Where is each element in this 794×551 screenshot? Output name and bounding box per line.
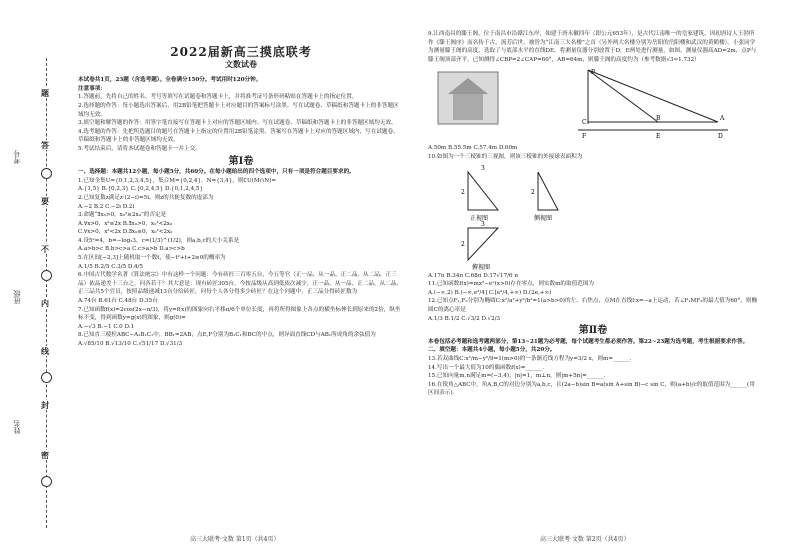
question-options: A.74台 B.61台 C.48台 D.35台	[78, 298, 158, 305]
seal-word: 不	[41, 244, 49, 254]
name-label: 姓名	[13, 420, 21, 434]
tower-figure	[428, 64, 758, 144]
tower-body	[453, 94, 483, 120]
seal-word: 要	[41, 196, 49, 206]
note-item: 3.填空题和解答题的作答：用签字笔直接写在答题卡上对应的答题区域内。写在试题卷、草稿纸和答题卡上的非答题区域均无效。	[78, 120, 397, 127]
seal-word: 线	[41, 346, 49, 356]
question: 3.命题“∃x₀>0，x₀²≥2x₀”的否定是	[78, 212, 167, 219]
seal-circle	[41, 270, 52, 281]
seal-word: 封	[41, 400, 49, 410]
dim-label: 2	[531, 188, 535, 196]
point-label: E	[656, 133, 661, 141]
question: 2.已知复数z满足z·(2−i)=5i，则z的共轭复数的虚部为	[78, 194, 214, 201]
view-label: 正视图	[470, 214, 489, 222]
footer-right: 高三大联考·文数 第2页（共4页）	[540, 536, 630, 543]
exam-title: 2022届新高三摸底联考	[170, 45, 312, 59]
question-options: A.(−∞,2) B.(−∞,e²/4] C.[e²/4,+∞) D.(2e,+∞)	[428, 289, 552, 296]
question: 15.已知向量m,n满足m=(−3,4)，|n|=1，m⊥n，则|m+5n|=______.	[428, 373, 606, 380]
question: 5.在区间[−2,3]上随机取一个数t，使−t²+t+2≥0的概率为	[78, 255, 226, 262]
note-item: 4.选考题的作答：先把所选题目的题号在答题卡上指定的位置用2B铅笔涂黑。答案写在答题卡上对应的答题区域内，写在试题卷、草稿纸和答题卡上的非答题区域均无效。	[78, 128, 399, 144]
exam-intro: 本试卷共1页，23题（含选考题）。全卷满分150分。考试用时120分钟。	[78, 77, 262, 84]
note-item: 2.选择题的作答：每小题选出答案后，用2B铅笔把答题卡上对应题目的答案标号涂黑。写在试题卷、草稿纸和答题卡上的非答题区域均无效。	[78, 102, 399, 118]
seal-circle	[41, 168, 52, 179]
side-view-shape	[538, 172, 558, 210]
view-label: 侧视图	[534, 214, 553, 222]
question: 1.已知全集U={0,1,2,3,4,5}，集合M={0,2,4}，N={3,4}，则∁U(M∩N)=	[78, 177, 277, 184]
question-options: A.{1,5} B.{0,2,3} C.{0,2,4,5} D.{0,1,2,4,5}	[78, 186, 204, 193]
class-label: 班级	[13, 290, 21, 304]
point-label: B	[656, 115, 661, 123]
dim-label: 2	[461, 188, 465, 196]
point-label: F	[582, 133, 587, 141]
point-label: P	[591, 69, 596, 77]
question-options: A.−√3 B.−1 C.0 D.1	[78, 323, 135, 330]
question: 12.已知点F₁,F₂分别为椭圆C:x²/a²+y²/b²=1(a>b>0)的左、右焦点，点M在直线l:x=−a上运动，若∠F₁MF₂的最大值为60°，则椭圆C的离心率是	[428, 298, 758, 313]
notes-heading: 注意事项：	[78, 85, 106, 92]
dim-label: 3	[481, 220, 485, 228]
question: 14.写出一个最大值为10的偶函数f(x)=______.	[428, 364, 544, 371]
top-view-shape	[468, 228, 498, 260]
question: 7.已知函数f(x)=2cos(2x−π/3)，将y=f(x)的图象向右平移π/6个单位长度，再将所得图象上各点的横坐标伸长到原来的2倍，纵坐标不变，得到函数y=g(x)的图象，则g(0)=	[78, 306, 401, 322]
left-column	[78, 30, 404, 349]
seal-circle	[41, 476, 52, 487]
view-label: 俯视图	[472, 263, 491, 271]
front-view-shape	[468, 172, 498, 210]
three-view-diagram	[428, 162, 758, 272]
question: 11.已知函数f(x)=mx²−eˣ(x>0)存在零点，则实数m的取值范围为	[428, 281, 594, 288]
question-options: C.∀x>0，x²<2x D.∃x₀≤0，x₀²<2x₀	[78, 229, 173, 236]
dim-label: 3	[481, 164, 485, 172]
exam-subtitle: 文数试卷	[225, 58, 257, 69]
line-pa	[588, 70, 718, 122]
seal-word: 题	[41, 88, 49, 98]
note-item: 5.考试结束后，请将本试题卷和答题卡一并上交。	[78, 145, 201, 152]
footer-left: 高三大联考·文数 第1页（共4页）	[190, 536, 280, 543]
volume-one-heading: 第Ⅰ卷	[228, 155, 254, 167]
question: 6.中国古代数学名著《算法统宗》中有这样一个问题：今有砖匠三百零五台，今五等官（正一品、从一品、正二品、从二品、正三品）依品递差十三台之，问各若干？其大意是：现有砖匠305台，今按品级从高到低依次减少，正一品、从一品、正二品、从二品、正三品共5个官员，按照品级递减13台分给砖匠，问每个人各分得多少砖匠？在这个问题中，正三品分得砖匠数为	[78, 272, 402, 296]
section-heading: 二、填空题：本题共4小题，每小题5分，共20分。	[428, 347, 556, 354]
tower-diagram	[428, 64, 758, 144]
line-pb	[588, 70, 658, 122]
question: 4.设5ᵃ=4，b=−log₂3，c=(1/3)^(1/2)，则a,b,c的大小关系是	[78, 237, 240, 244]
section-note: 本卷包括必考题和选考题两部分，第13~21题为必考题，每个试题考生都必须作答。第22~23题为选考题，考生根据要求作答。	[428, 338, 749, 345]
question-options: A.50m B.55.5m C.57.4m D.60m	[428, 145, 518, 152]
three-view-figure	[428, 162, 758, 272]
dim-label: 2	[461, 240, 465, 248]
question-options: A.1/5 B.2/5 C.3/5 D.4/5	[78, 263, 143, 270]
question: 13.若双曲线C:x²/m−y²/9=1(m>0)的一条渐近线方程为y=3/2 x，则m=______.	[428, 355, 632, 362]
question-options: A.a>b>c B.b>c>a C.c>a>b D.a>c>b	[78, 246, 185, 253]
question: 9.江西南昌的滕王阁，位于南昌市沿赣江东岸，始建于唐永徽四年（即公元653年），是古代江南唯一的皇家建筑，因初唐诗人王勃所作《滕王阁序》而名传千古，流芳后世，被誉为“江南三大名楼”之首（另外两大名楼分别为岳阳的岳阳楼和武汉的黄鹤楼）。小张同学为测量滕王阁的高度，选取了与底部水平的直线DE，将测量仪器分别放置于D，E两处进行测量，如图，测量仪器高AD=2m，点P与滕王阁顶部齐平，已知测得∠CBP=2∠CAP=60°，AB=64m，则滕王阁的高度约为（参考数据√3≈1.732）	[428, 31, 757, 63]
question-options: A.√85/10 B.√13/10 C.√51/17 D.√31/3	[78, 341, 183, 347]
point-label: D	[718, 133, 723, 141]
question-options: A.1/3 B.1/2 C.√3/2 D.√2/3	[428, 315, 501, 322]
question-options: A.−2 B.2 C.−2i D.2i	[78, 203, 135, 210]
point-label: A	[720, 115, 725, 123]
section-heading: 一、选择题：本题共12小题，每小题5分，共60分。在每小题给出的四个选项中，只有一项是符合题目要求的。	[78, 169, 355, 176]
seal-circle	[41, 372, 52, 383]
question-options: A.∀x>0，x²≤2x B.∃x₀>0，x₀²<2x₀	[78, 220, 173, 227]
right-column	[428, 30, 758, 398]
seal-word: 内	[41, 298, 49, 308]
seal-word: 答	[41, 140, 49, 150]
volume-two-heading: 第Ⅱ卷	[578, 325, 608, 337]
binding-strip	[0, 0, 58, 551]
question: 10.如图为一个三棱锥的三视图，则该三棱锥的外接球表面积为	[428, 153, 583, 160]
question: 8.已知直三棱柱ABC−A₁B₁C₁中，BB₁=2AB，点E,F分别为B₁C₁和BC的中点，则异面直线CD与AB₁所成角的余弦值为	[78, 332, 376, 339]
question-options: A.17π B.34π C.68π D.17√17/6 π	[428, 272, 519, 279]
note-item: 1.答题前，先将自己的姓名、考号等填写在试题卷和答题卡上，并将准考证号条形码粘贴在答题卡上的指定位置。	[78, 94, 358, 101]
seal-word: 密	[41, 450, 49, 460]
question: 16.在锐角△ABC中，角A,B,C的对边分别为a,b,c，且(2a−b)sin B=a(sin A+sin B)−c sin C，则(a+b)/c的取值范围为______(用区间表示).	[428, 381, 755, 397]
point-label: C	[582, 119, 587, 127]
exam-number-label: 考号	[13, 150, 21, 164]
